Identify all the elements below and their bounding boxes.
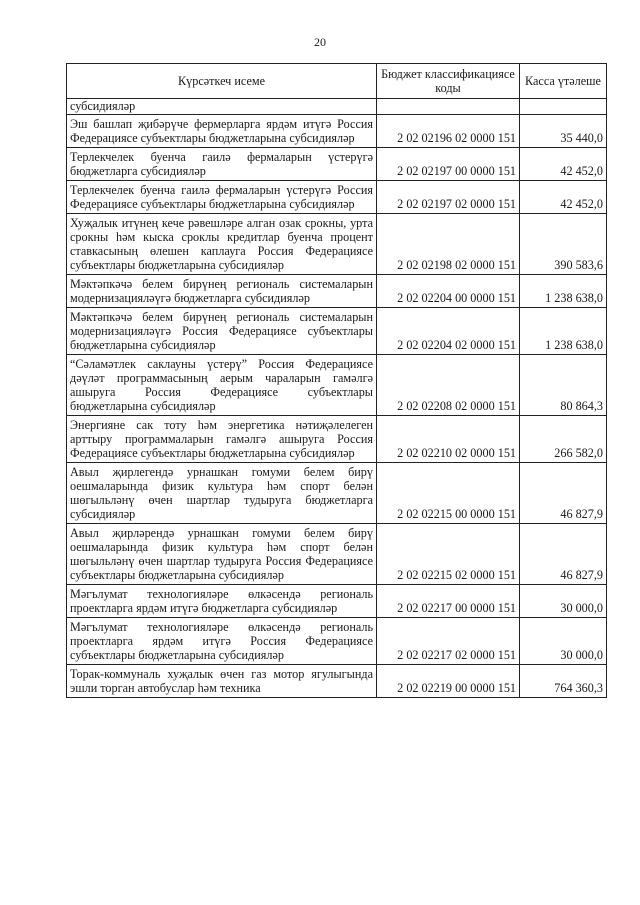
row-code: 2 02 02198 02 0000 151 bbox=[377, 214, 520, 275]
row-amount: 30 000,0 bbox=[520, 585, 607, 618]
row-amount: 1 238 638,0 bbox=[520, 275, 607, 308]
table-row bbox=[67, 416, 607, 463]
row-amount: 266 582,0 bbox=[520, 416, 607, 463]
row-amount: 42 452,0 bbox=[520, 148, 607, 181]
row-name: Мәгълумат технологияләре өлкәсендә региональ проектларга ярдәм итүгә Россия Федерациясе субъектлары бюджетларына субсидияләр bbox=[67, 618, 377, 665]
row-code: 2 02 02217 00 0000 151 bbox=[377, 585, 520, 618]
row-code: 2 02 02208 02 0000 151 bbox=[377, 355, 520, 416]
row-name: “Сәламәтлек саклауны үстерү” Россия Федерациясе дәүләт программасының аерым чараларын гамәлгә ашыруга Россия Федерациясе субъектлары бюджетларына субсидияләр bbox=[67, 355, 377, 416]
row-name: Авыл җирләрендә урнашкан гомуми белем бирү оешмаларында физик культура һәм спорт белән шөгыльләнү өчен шартлар тудыруга Россия Федерациясе субъектлары бюджетларына субсидияләр bbox=[67, 524, 377, 585]
row-amount: 390 583,6 bbox=[520, 214, 607, 275]
table-row bbox=[67, 214, 607, 275]
row-amount bbox=[520, 99, 607, 115]
page-number: 20 bbox=[314, 35, 326, 49]
row-code: 2 02 02204 02 0000 151 bbox=[377, 308, 520, 355]
table-row bbox=[67, 618, 607, 665]
row-name: Эш башлап җибәрүче фермерларга ярдәм итүгә Россия Федерациясе субъектлары бюджетларына субсидияләр bbox=[67, 115, 377, 148]
row-code: 2 02 02197 02 0000 151 bbox=[377, 181, 520, 214]
row-amount: 46 827,9 bbox=[520, 463, 607, 524]
table-row bbox=[67, 524, 607, 585]
row-code: 2 02 02217 02 0000 151 bbox=[377, 618, 520, 665]
row-code: 2 02 02215 02 0000 151 bbox=[377, 524, 520, 585]
table-header-row bbox=[67, 64, 607, 99]
row-name: Мәктәпкәчә белем бирүнең региональ системаларын модернизацияләүгә Россия Федерациясе субъектлары бюджетларына субсидияләр bbox=[67, 308, 377, 355]
row-name: субсидияләр bbox=[67, 99, 377, 115]
row-name: Терлекчелек буенча гаилә фермаларын үстерүгә Россия Федерациясе субъектлары бюджетларына субсидияләр bbox=[67, 181, 377, 214]
row-name: Терлекчелек буенча гаилә фермаларын үстерүгә бюджетларга субсидияләр bbox=[67, 148, 377, 181]
table-row bbox=[67, 99, 607, 115]
row-name: Мәктәпкәчә белем бирүнең региональ системаларын модернизацияләүгә бюджетларга субсидияләр bbox=[67, 275, 377, 308]
row-amount: 46 827,9 bbox=[520, 524, 607, 585]
row-amount: 1 238 638,0 bbox=[520, 308, 607, 355]
column-header-name: Күрсәткеч исеме bbox=[67, 64, 377, 99]
table-row bbox=[67, 585, 607, 618]
row-name: Авыл җирлегендә урнашкан гомуми белем бирү оешмаларында физик культура һәм спорт белән шөгыльләнү өчен шартлар тудыруга бюджетларга субсидияләр bbox=[67, 463, 377, 524]
row-code bbox=[377, 99, 520, 115]
column-header-code: Бюджет классификациясе коды bbox=[377, 64, 520, 99]
column-header-amount: Касса үтәлеше bbox=[520, 64, 607, 99]
row-amount: 30 000,0 bbox=[520, 618, 607, 665]
row-code: 2 02 02210 02 0000 151 bbox=[377, 416, 520, 463]
row-name: Торак-коммуналь хуҗалык өчен газ мотор ягулыгында эшли торган автобуслар һәм техника bbox=[67, 665, 377, 698]
row-code: 2 02 02197 00 0000 151 bbox=[377, 148, 520, 181]
row-code: 2 02 02204 00 0000 151 bbox=[377, 275, 520, 308]
table-row bbox=[67, 275, 607, 308]
row-amount: 764 360,3 bbox=[520, 665, 607, 698]
row-code: 2 02 02215 00 0000 151 bbox=[377, 463, 520, 524]
table-row bbox=[67, 115, 607, 148]
row-code: 2 02 02219 00 0000 151 bbox=[377, 665, 520, 698]
table-row bbox=[67, 665, 607, 698]
budget-table bbox=[66, 63, 607, 698]
row-code: 2 02 02196 02 0000 151 bbox=[377, 115, 520, 148]
row-amount: 80 864,3 bbox=[520, 355, 607, 416]
row-name: Мәгълумат технологияләре өлкәсендә региональ проектларга ярдәм итүгә бюджетларга субсидияләр bbox=[67, 585, 377, 618]
table-row bbox=[67, 181, 607, 214]
table-row bbox=[67, 463, 607, 524]
table-row bbox=[67, 355, 607, 416]
row-amount: 42 452,0 bbox=[520, 181, 607, 214]
row-name: Энергияне сак тоту һәм энергетика нәтиҗәлелеген арттыру программаларын гамәлгә ашыруга Россия Федерациясе субъектлары бюджетларына субсидияләр bbox=[67, 416, 377, 463]
row-amount: 35 440,0 bbox=[520, 115, 607, 148]
table-row bbox=[67, 148, 607, 181]
row-name: Хуҗалык итүнең кече рәвешләре алган озак срокны, урта срокны һәм кыска сроклы кредитлар буенча процент ставкасының өлешен каплауга Россия Федерациясе субъектлары бюджетларына субсидияләр bbox=[67, 214, 377, 275]
table-row bbox=[67, 308, 607, 355]
